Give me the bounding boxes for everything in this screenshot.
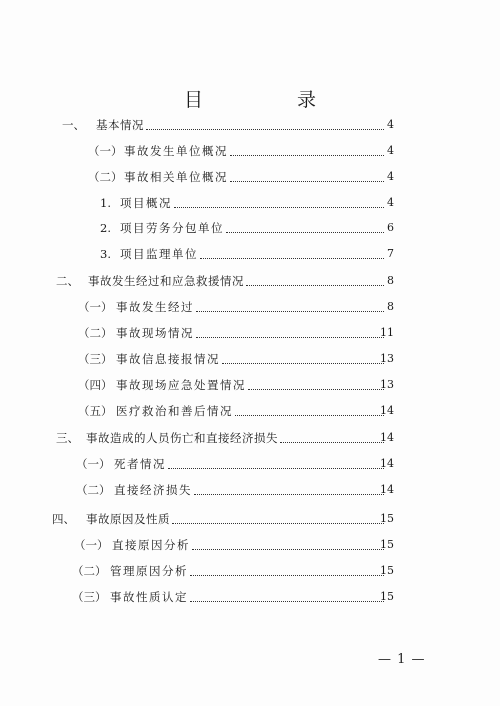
toc-entry[interactable]: [72, 563, 394, 579]
toc-entry-page: 4: [387, 118, 394, 131]
toc-entry-page: 15: [380, 590, 394, 603]
toc-entry-title: 基本情况: [96, 118, 144, 132]
toc-entry[interactable]: [74, 537, 394, 553]
toc-entry-title: 直接经济损失: [114, 483, 192, 497]
toc-entry-page: 14: [380, 431, 394, 444]
toc-entry-number: （一）: [74, 538, 109, 552]
toc-entry-page: 13: [380, 378, 394, 391]
toc-leader-dots: [174, 207, 384, 208]
toc-entry-page: 4: [387, 144, 394, 157]
toc-entry-number: （二）: [76, 483, 111, 497]
toc-entry[interactable]: [78, 403, 394, 419]
toc-leader-dots: [222, 363, 384, 364]
toc-entry-title: 项目劳务分包单位: [120, 221, 224, 235]
toc-entry-number: 四、: [52, 512, 75, 526]
toc-entry[interactable]: [78, 377, 394, 393]
toc-entry-page: 8: [387, 274, 394, 287]
toc-leader-dots: [190, 601, 384, 602]
toc-entry[interactable]: [100, 246, 394, 262]
toc-entry-number: （三）: [78, 352, 113, 366]
toc-leader-dots: [200, 258, 384, 259]
toc-entry[interactable]: [88, 169, 394, 185]
toc-entry-number: （三）: [72, 590, 107, 604]
toc-entry-title: 事故现场应急处置情况: [116, 378, 246, 392]
toc-entry-number: （一）: [78, 300, 113, 314]
toc-leader-dots: [230, 155, 384, 156]
toc-entry[interactable]: [52, 511, 394, 527]
toc-entry[interactable]: [100, 195, 394, 211]
toc-entry-page: 11: [380, 326, 394, 339]
toc-entry[interactable]: [56, 430, 394, 446]
toc-entry-title: 事故性质认定: [110, 590, 188, 604]
toc-entry-title: 事故原因及性质: [86, 512, 170, 526]
toc-entry-title: 事故现场情况: [116, 326, 194, 340]
toc-entry[interactable]: [100, 220, 394, 236]
toc-leader-dots: [194, 494, 384, 495]
toc-leader-dots: [168, 468, 384, 469]
toc-entry-title: 死者情况: [114, 457, 166, 471]
toc-entry-number: （五）: [78, 404, 113, 418]
toc-entry[interactable]: [56, 273, 394, 289]
toc-entry-page: 4: [387, 170, 394, 183]
toc-leader-dots: [192, 549, 384, 550]
toc-entry-title: 管理原因分析: [110, 564, 188, 578]
toc-entry-page: 15: [380, 512, 394, 525]
toc-entry-number: （四）: [78, 378, 113, 392]
toc-entry-page: 14: [380, 404, 394, 417]
toc-entry-page: 4: [387, 196, 394, 209]
page-title: 目 录: [183, 89, 361, 111]
toc-entry-page: 8: [387, 300, 394, 313]
toc-leader-dots: [230, 181, 384, 182]
toc-entry-number: （一）: [76, 457, 111, 471]
toc-entry-page: 13: [380, 352, 394, 365]
toc-entry-title: 医疗救治和善后情况: [116, 404, 233, 418]
toc-entry-title: 事故发生单位概况: [124, 144, 228, 158]
toc-entry[interactable]: [76, 456, 394, 472]
toc-entry-page: 15: [380, 564, 394, 577]
toc-entry-number: 一、: [62, 118, 85, 132]
toc-entry-number: （二）: [72, 564, 107, 578]
toc-entry[interactable]: [62, 117, 394, 133]
toc-entry-title: 事故发生经过: [116, 300, 194, 314]
toc-entry-number: （二）: [88, 170, 123, 184]
toc-entry-title: 事故相关单位概况: [124, 170, 228, 184]
toc-leader-dots: [172, 523, 384, 524]
toc-entry-page: 7: [387, 247, 394, 260]
toc-entry-page: 6: [387, 221, 394, 234]
toc-entry-title: 事故信息接报情况: [116, 352, 220, 366]
toc-entry-number: 1.: [100, 196, 111, 210]
toc-leader-dots: [235, 415, 384, 416]
toc-entry-number: 二、: [56, 274, 79, 288]
toc-leader-dots: [248, 389, 384, 390]
toc-leader-dots: [196, 337, 384, 338]
toc-entry-title: 直接原因分析: [112, 538, 190, 552]
toc-entry[interactable]: [88, 143, 394, 159]
toc-entry-title: 事故造成的人员伤亡和直接经济损失: [86, 431, 278, 445]
toc-entry-page: 14: [380, 483, 394, 496]
toc-leader-dots: [190, 575, 384, 576]
toc-entry-page: 14: [380, 457, 394, 470]
toc-leader-dots: [196, 311, 384, 312]
toc-entry[interactable]: [78, 351, 394, 367]
toc-entry-number: （二）: [78, 326, 113, 340]
toc-leader-dots: [246, 285, 384, 286]
page-number: — 1 —: [378, 652, 426, 667]
toc-entry-title: 项目概况: [120, 196, 172, 210]
toc-entry[interactable]: [78, 299, 394, 315]
toc-entry-title: 事故发生经过和应急救援情况: [88, 274, 244, 288]
toc-entry-number: 三、: [56, 431, 79, 445]
toc-leader-dots: [226, 232, 384, 233]
toc-leader-dots: [280, 442, 384, 443]
toc-entry-title: 项目监理单位: [120, 247, 198, 261]
toc-entry-number: 3.: [100, 247, 111, 261]
toc-leader-dots: [146, 129, 384, 130]
toc-entry[interactable]: [78, 325, 394, 341]
toc-entry-page: 15: [380, 538, 394, 551]
toc-entry[interactable]: [72, 589, 394, 605]
toc-entry-number: （一）: [88, 144, 123, 158]
toc-entry[interactable]: [76, 482, 394, 498]
toc-entry-number: 2.: [100, 221, 111, 235]
